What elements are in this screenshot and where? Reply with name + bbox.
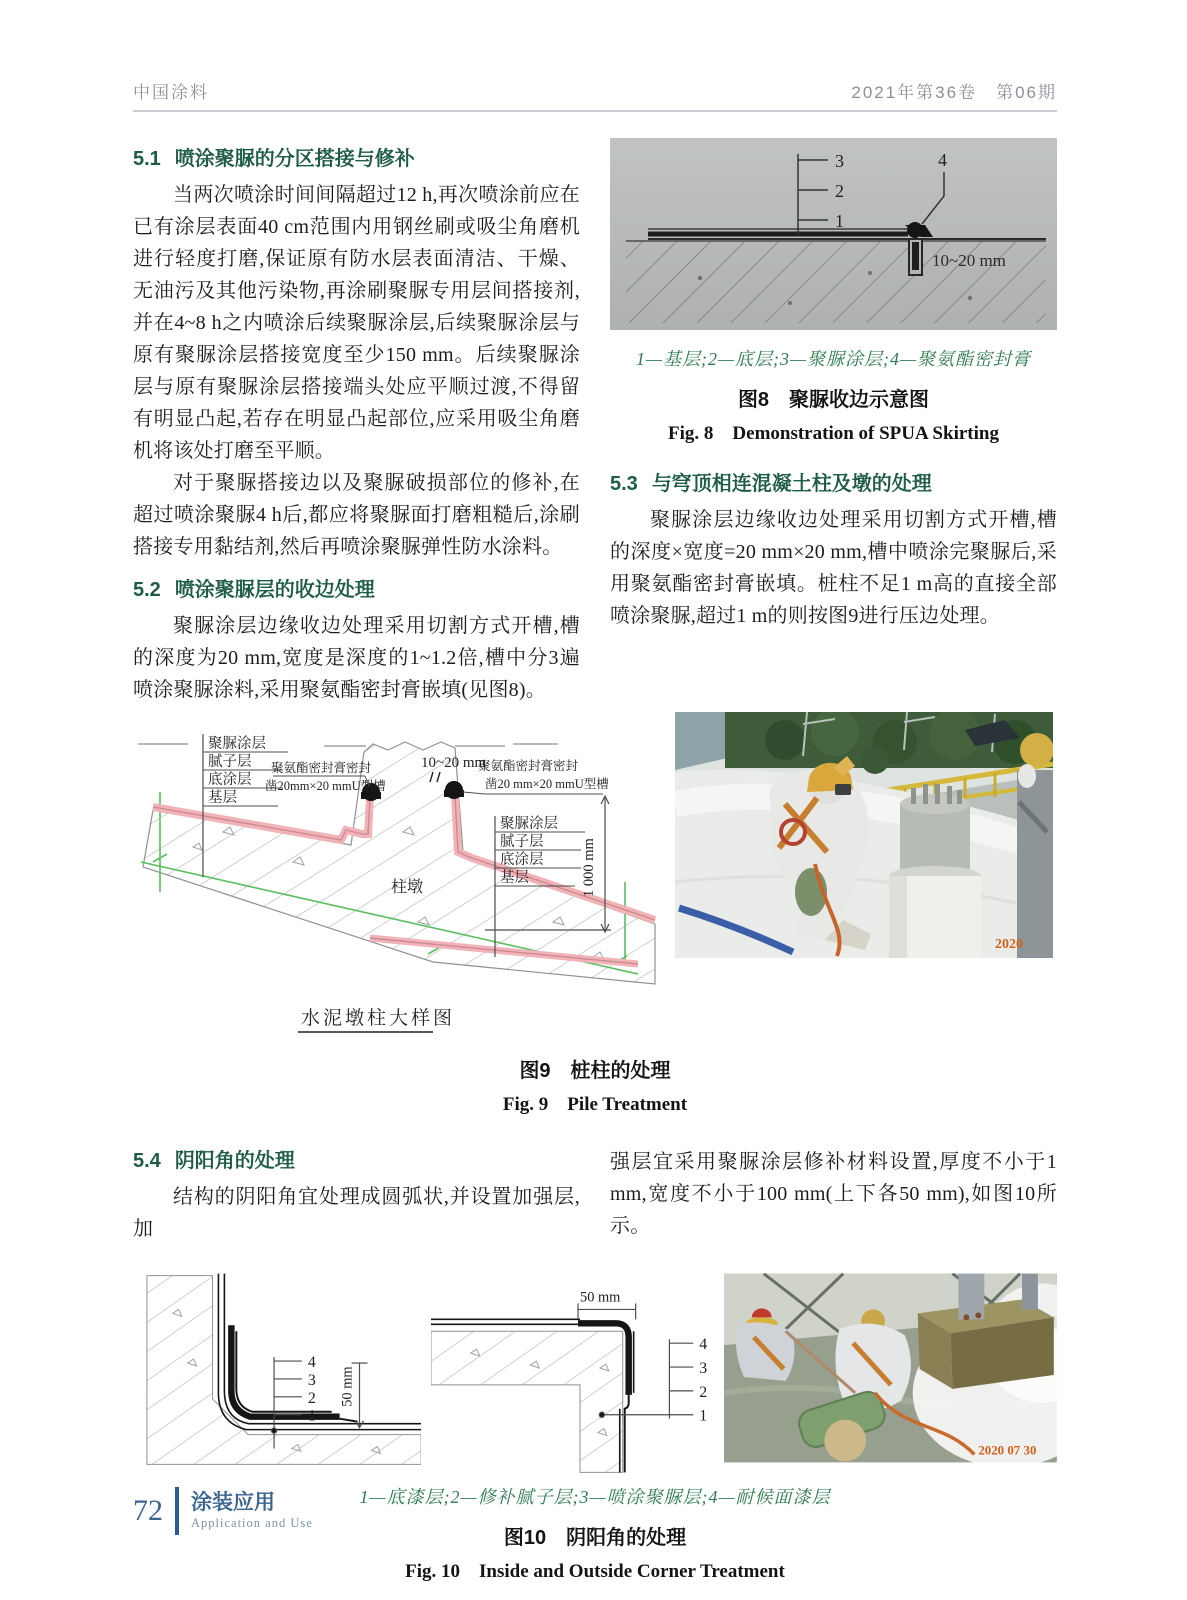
footer-section xyxy=(191,1491,313,1530)
fig10-inside-corner-drawing xyxy=(133,1273,421,1469)
section-title: 喷涂聚脲的分区搭接与修补 xyxy=(174,148,415,170)
section-5-3-heading xyxy=(610,467,1057,496)
figure-9 xyxy=(133,712,1057,1116)
section-5-1-paragraph-2: 对于聚脲搭接边以及聚脲破损部位的修补,在超过喷涂聚脲4 h后,都应将聚脲面打磨粗糙后,涂刷搭接专用黏结剂,然后再喷涂聚脲弹性防水涂料。 xyxy=(133,472,580,558)
fig9-detail-title: 水泥墩柱大样图 xyxy=(301,1008,456,1029)
fig10-legend: 1—底漆层;2—修补腻子层;3—喷涂聚脲层;4—耐候面漆层 xyxy=(359,1487,831,1507)
fig9-caption-zh: 图9 桩柱的处理 xyxy=(519,1060,671,1082)
issue-info: 2021年第36卷 第06期 xyxy=(851,83,1057,102)
fig9-caption-en: Fig. 9 Pile Treatment xyxy=(502,1094,688,1115)
fig8-dim-label: 10~20 mm xyxy=(932,251,1006,270)
fig8-caption-en: Fig. 8 Demonstration of SPUA Skirting xyxy=(668,423,999,444)
page-footer xyxy=(133,1487,313,1535)
figure-8 xyxy=(610,138,1057,445)
footer-divider xyxy=(175,1487,179,1535)
left-column xyxy=(133,138,580,706)
right-column xyxy=(610,138,1057,706)
fig9-seal-label: 聚氨酯密封膏密封 xyxy=(271,761,372,775)
fig10-caption-en: Fig. 10 Inside and Outside Corner Treatment xyxy=(405,1561,785,1582)
footer-section-zh: 涂装应用 xyxy=(191,1491,275,1515)
fig9-photo-pile xyxy=(889,784,981,958)
left-column xyxy=(133,1140,580,1245)
fig10-site-photo xyxy=(724,1273,1057,1463)
fig9-right-sealant-note xyxy=(463,758,609,794)
fig9-dim-top: 10~20 mm xyxy=(421,755,487,771)
fig9-seal-label: 聚氨酯密封膏密封 xyxy=(478,759,579,773)
right-column xyxy=(610,1140,1057,1245)
fig8-legend: 1—基层;2—底层;3—聚脲涂层;4—聚氨酯密封膏 xyxy=(635,349,1031,369)
fig9-layer-label: 底涂层 xyxy=(500,852,544,868)
fig8-mark-3: 3 xyxy=(835,151,844,171)
fig9-layer-label: 基层 xyxy=(500,870,529,886)
fig9-pier-label: 柱墩 xyxy=(391,879,424,896)
section-5-4-heading xyxy=(133,1144,580,1173)
fig9-layer-label: 腻子层 xyxy=(500,834,544,850)
fig9-row xyxy=(133,712,1057,1042)
section-title: 阴阳角的处理 xyxy=(174,1150,295,1172)
fig9-photo-background xyxy=(675,712,1053,774)
fig10b-dimension xyxy=(578,1303,636,1319)
top-columns xyxy=(133,138,1057,706)
fig10a-coating xyxy=(218,1274,421,1430)
section-5-4-paragraph-left: 结构的阴阳角宜处理成圆弧状,并设置加强层,加 xyxy=(133,1186,580,1240)
fig9-dim-height: 1 000 mm xyxy=(581,838,597,897)
section-number: 5.4 xyxy=(133,1150,161,1172)
fig8-mark-2: 2 xyxy=(835,181,844,201)
fig9-layer-label: 底涂层 xyxy=(208,772,252,788)
section-5-4-paragraph-right: 强层宜采用聚脲涂层修补材料设置,厚度不小于1 mm,宽度不小于100 mm(上下各50 mm),如图10所示。 xyxy=(610,1151,1057,1237)
section-5-2-heading xyxy=(133,573,580,602)
fig8-skirting-diagram-photo xyxy=(610,138,1057,330)
section-5-1-paragraph-1: 当两次喷涂时间间隔超过12 h,再次喷涂前应在已有涂层表面40 cm范围内用钢丝刷或吸尘角磨机进行轻度打磨,保证原有防水层表面清洁、干燥、无油污及其他污染物,再涂刷聚脲专用层间搭接剂,并在4~8 h之内喷涂后续聚脲涂层,后续聚脲涂层与原有聚脲涂层搭接宽度至少150 mm。后续聚脲涂层与原有聚脲涂层搭接端头处应平顺过渡,不得留有明显凸起,若存在明显凸起部位,应采用吸尘角磨机将该处打磨至平顺。 xyxy=(133,184,580,462)
fig10a-dim-label: 50 mm xyxy=(339,1366,356,1407)
fig10b-dim-label: 50 mm xyxy=(580,1289,621,1306)
section-5-3-paragraph: 聚脲涂层边缘收边处理采用切割方式开槽,槽的深度×宽度=20 mm×20 mm,槽中喷涂完聚脲后,采用聚氨酯密封膏嵌填。桩柱不足1 m高的直接全部喷涂聚脲,超过1 m的则按图9进行压边处理。 xyxy=(610,509,1057,627)
fig9-photo-timestamp: 2020 xyxy=(995,937,1023,952)
fig9-groove-label: 凿20mm×20 mmU型槽 xyxy=(265,779,386,793)
section-title: 与穹顶相连混凝土柱及墩的处理 xyxy=(651,473,932,495)
fig10-outside-corner-drawing xyxy=(431,1273,714,1473)
section-5-1-heading xyxy=(133,142,580,171)
fig9-groove-label: 凿20 mm×20 mmU型槽 xyxy=(485,777,609,791)
fig10a-concrete xyxy=(147,1276,421,1465)
fig10-photo-timestamp: 2020 07 30 xyxy=(978,1442,1037,1458)
fig9-site-photo xyxy=(675,712,1053,958)
section-number: 5.3 xyxy=(610,473,638,495)
fig10-row xyxy=(133,1273,1057,1473)
fig9-layer-label: 聚脲涂层 xyxy=(208,736,266,752)
fig9-layer-label: 腻子层 xyxy=(208,754,252,770)
fig10a-mark-4: 4 xyxy=(307,1354,316,1372)
fig10a-mark-1: 1 xyxy=(307,1407,316,1425)
fig9-layer-label: 聚脲涂层 xyxy=(500,816,558,832)
section-number: 5.1 xyxy=(133,148,161,170)
section-title: 喷涂聚脲层的收边处理 xyxy=(174,579,375,601)
footer-section-en: Application and Use xyxy=(191,1515,313,1530)
fig10b-mark-2: 2 xyxy=(699,1383,708,1401)
fig10a-mark-3: 3 xyxy=(307,1371,316,1389)
fig8-mark-1: 1 xyxy=(835,211,844,231)
fig10b-mark-1: 1 xyxy=(699,1407,708,1425)
section-number: 5.2 xyxy=(133,579,161,601)
fig10b-mark-4: 4 xyxy=(699,1336,708,1354)
fig10-caption-zh: 图10 阴阳角的处理 xyxy=(503,1527,687,1549)
fig8-mark-4: 4 xyxy=(938,150,947,170)
fig10b-concrete xyxy=(431,1331,623,1472)
page-number: 72 xyxy=(133,1494,163,1527)
section-5-2-paragraph: 聚脲涂层边缘收边处理采用切割方式开槽,槽的深度为20 mm,宽度是深度的1~1.2倍,槽中分3遍喷涂聚脲涂料,采用聚氨酯密封膏嵌填(见图8)。 xyxy=(133,615,580,701)
journal-name: 中国涂料 xyxy=(133,83,209,102)
section-5-4-columns xyxy=(133,1140,1057,1245)
fig10a-mark-2: 2 xyxy=(307,1389,316,1407)
figure-10 xyxy=(133,1273,1057,1583)
fig8-caption-zh: 图8 聚脲收边示意图 xyxy=(737,389,930,411)
page-header xyxy=(133,78,1057,112)
fig10b-mark-3: 3 xyxy=(699,1360,708,1377)
fig9-pier-detail-drawing xyxy=(133,712,663,1042)
fig9-layer-label: 基层 xyxy=(208,790,237,806)
